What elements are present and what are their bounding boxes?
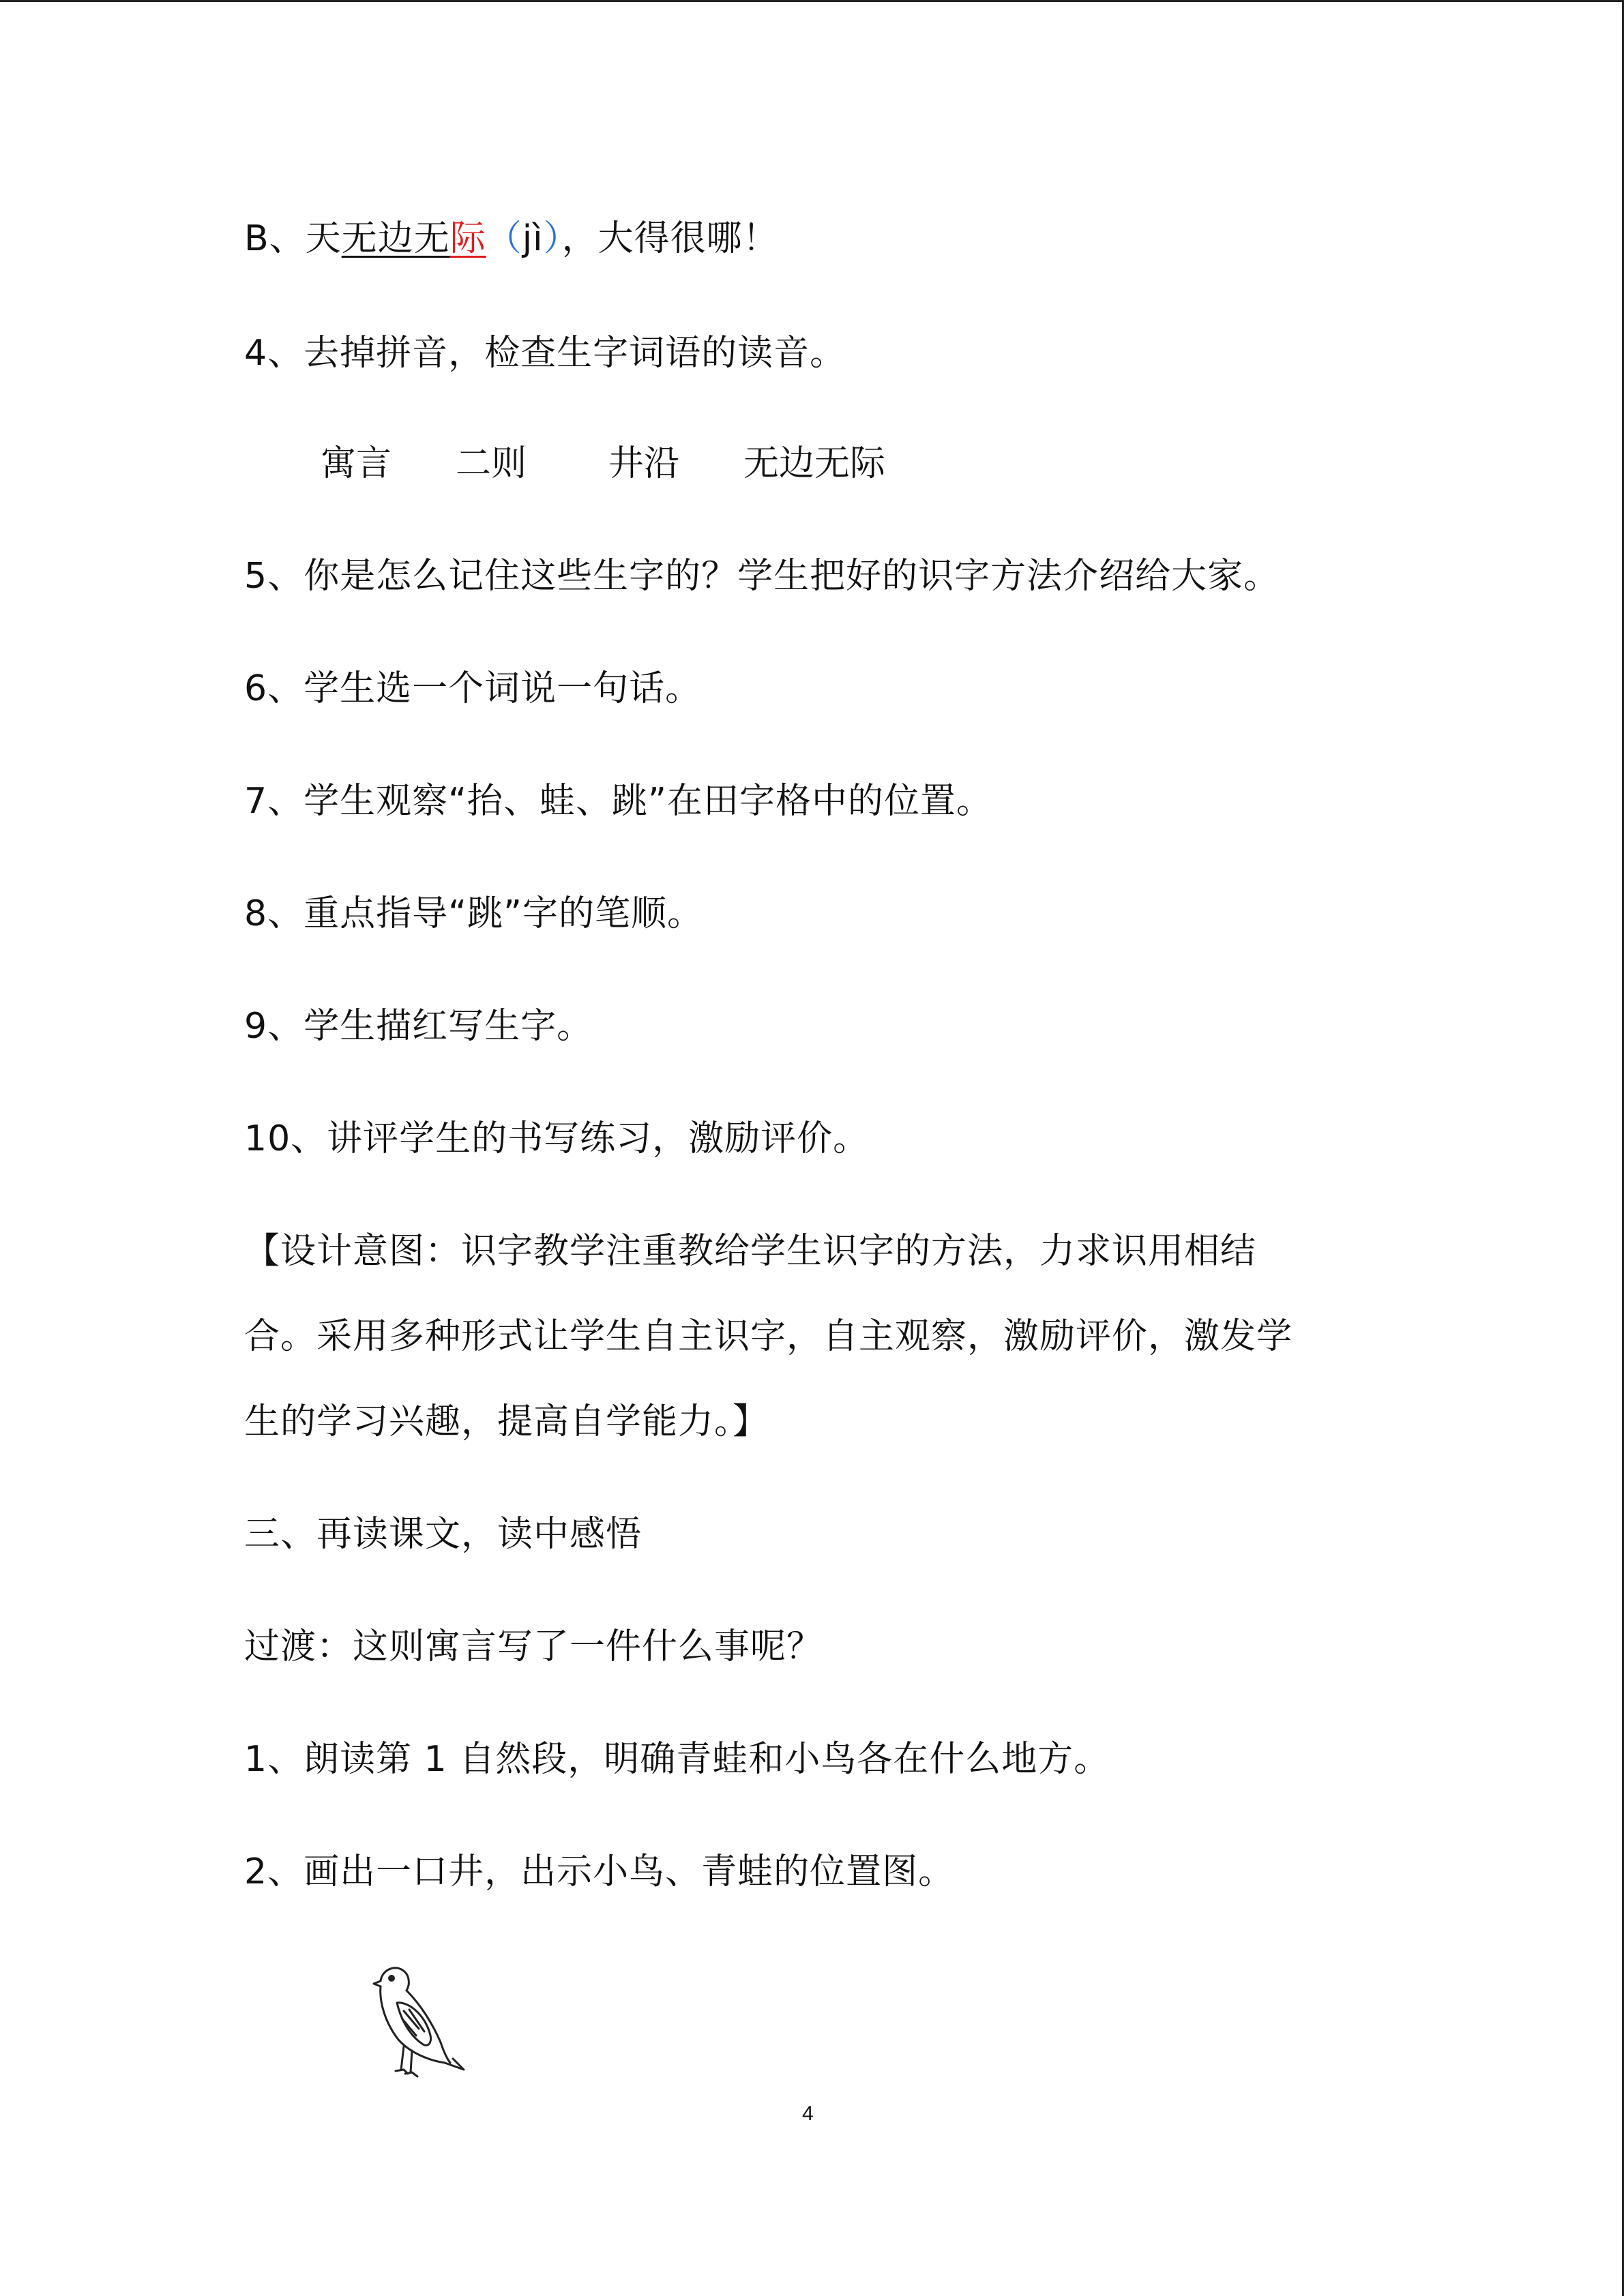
line-10: 10、讲评学生的书写练习，激励评价。 — [244, 1118, 870, 1159]
page-border-top — [0, 0, 1624, 2]
pinyin-paren-open: （ — [486, 218, 522, 259]
word-item: 井沿 — [608, 443, 680, 484]
highlighted-character: 际 — [449, 218, 486, 259]
design-intent-line-3: 生的学习兴趣，提高自学能力。】 — [244, 1401, 769, 1442]
line-7: 7、学生观察“抬、蛙、跳”在田字格中的位置。 — [244, 781, 992, 822]
word-item: 二则 — [456, 443, 527, 484]
line-b — [244, 215, 779, 263]
word-item: 无边无际 — [743, 443, 886, 484]
line-4: 4、去掉拼音，检查生字词语的读音。 — [244, 333, 846, 374]
line-8: 8、重点指导“跳”字的笔顺。 — [244, 893, 703, 934]
step-1: 1、朗读第 1 自然段，明确青蛙和小鸟各在什么地方。 — [244, 1739, 1110, 1780]
line-6: 6、学生选一个词说一句话。 — [244, 668, 702, 709]
line-b-prefix: B、天 — [244, 218, 342, 259]
step-2: 2、画出一口井，出示小鸟、青蛙的位置图。 — [244, 1851, 955, 1892]
underlined-phrase: 无边无 — [341, 218, 450, 259]
page-number: 4 — [802, 2102, 814, 2125]
line-9: 9、学生描红写生字。 — [244, 1006, 593, 1047]
design-intent-line-1: 【设计意图：识字教学注重教给学生识字的方法，力求识用相结 — [244, 1231, 1257, 1272]
word-item: 寓言 — [321, 443, 392, 484]
line-5: 5、你是怎么记住这些生字的？学生把好的识字方法介绍给大家。 — [244, 556, 1280, 597]
design-intent-line-2: 合。采用多种形式让学生自主识字，自主观察，激励评价，激发学 — [244, 1316, 1293, 1357]
section-heading: 三、再读课文，读中感悟 — [244, 1514, 643, 1555]
transition-text: 过渡：这则寓言写了一件什么事呢？ — [244, 1626, 823, 1667]
line-b-suffix: ，大得很哪！ — [561, 218, 779, 259]
pinyin-paren-close: ） — [543, 218, 562, 259]
bird-illustration-icon — [361, 1960, 471, 2083]
pinyin: jì — [522, 218, 544, 259]
